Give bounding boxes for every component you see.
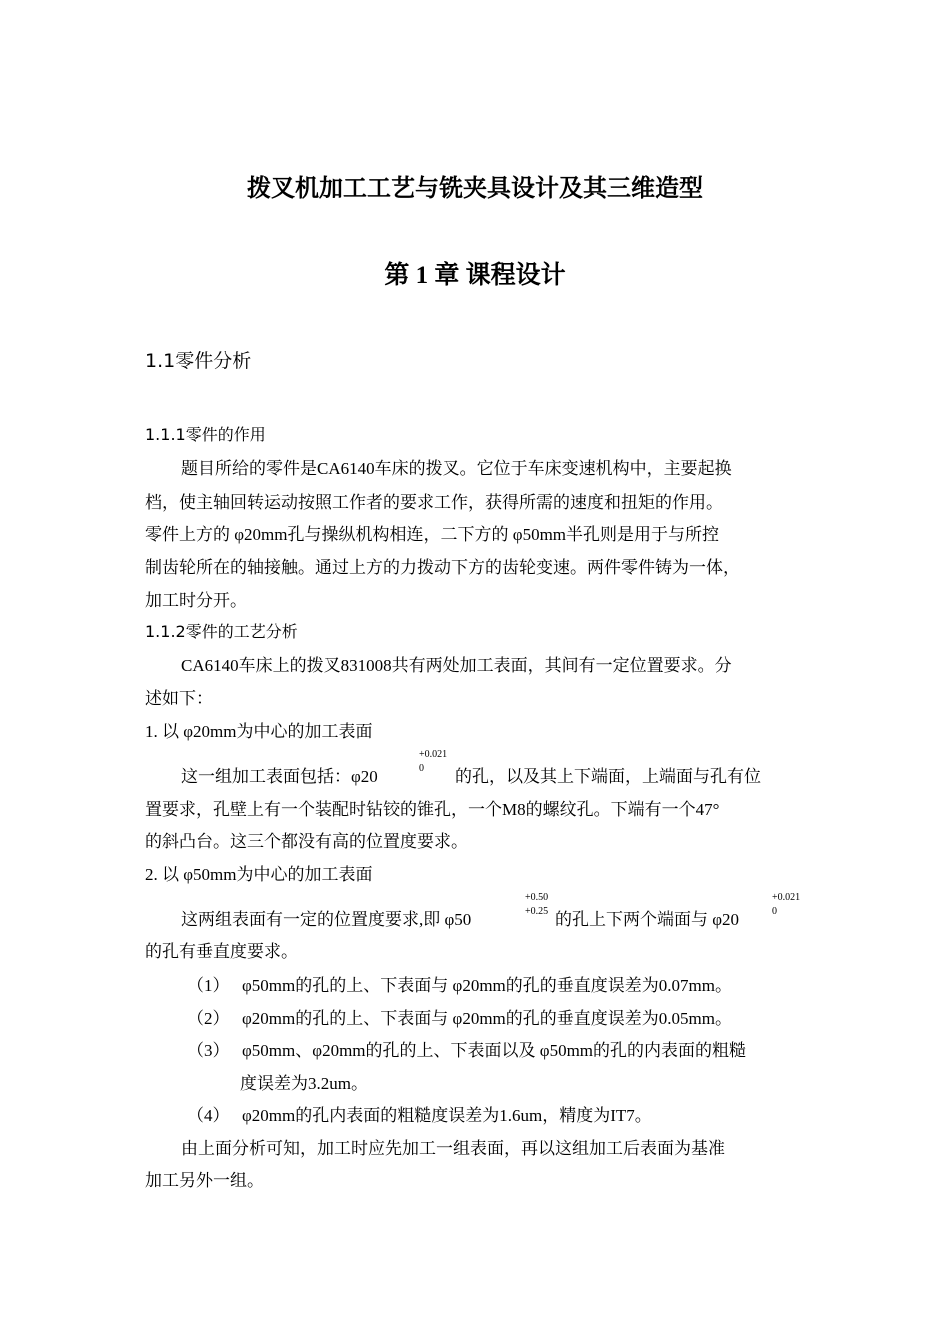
tolerance-lower: 0 — [772, 906, 777, 917]
paragraph-line: 的孔，以及其上下端面，上端面与孔有位 — [455, 767, 761, 786]
tolerance-upper: +0.50 — [525, 892, 549, 903]
chapter-heading: 第 1 章 课程设计 — [384, 262, 566, 289]
tolerance-lower: +0.25 — [525, 906, 549, 917]
paragraph-line: 零件上方的 φ20mm孔与操纵机构相连，二下方的 φ50mm半孔则是用于与所控 — [145, 525, 720, 544]
paragraph-line: 这一组加工表面包括：φ20 — [181, 767, 378, 786]
paragraph-line: 的孔有垂直度要求。 — [145, 942, 298, 961]
paragraph-line: 述如下： — [145, 689, 213, 708]
item-text: φ20mm的孔的上、下表面与 φ20mm的孔的垂直度误差为0.05mm。 — [242, 1009, 732, 1028]
tolerance-lower: 0 — [419, 763, 424, 774]
paragraph-line: 加工时分开。 — [145, 591, 247, 610]
section-heading-1-1: 1.1零件分析 — [145, 350, 252, 372]
section-heading-1-1-1: 1.1.1零件的作用 — [145, 425, 266, 444]
item-number: （2） — [187, 1009, 230, 1028]
list-heading-1: 1. 以 φ20mm为中心的加工表面 — [145, 722, 373, 741]
paragraph-line: CA6140车床上的拨叉831008共有两处加工表面，其间有一定位置要求。分 — [181, 656, 732, 675]
item-text: φ20mm的孔内表面的粗糙度误差为1.6um，精度为IT7。 — [242, 1106, 652, 1125]
paragraph-line: 这两组表面有一定的位置度要求,即 φ50 — [181, 910, 472, 929]
list-heading-2: 2. 以 φ50mm为中心的加工表面 — [145, 865, 373, 884]
paragraph-line: 档，使主轴回转运动按照工作者的要求工作，获得所需的速度和扭矩的作用。 — [145, 493, 723, 512]
section-heading-1-1-2: 1.1.2零件的工艺分析 — [145, 622, 298, 641]
item-number: （1） — [187, 976, 230, 995]
paragraph-line: 由上面分析可知，加工时应先加工一组表面，再以这组加工后表面为基准 — [181, 1139, 725, 1158]
paragraph-line: 的孔上下两个端面与 φ20 — [555, 910, 740, 929]
tolerance-upper: +0.021 — [419, 749, 448, 760]
tolerance-upper: +0.021 — [772, 892, 801, 903]
paragraph-line: 置要求，孔壁上有一个装配时钻铰的锥孔，一个M8的螺纹孔。下端有一个47° — [145, 800, 720, 819]
paragraph-line: 题目所给的零件是CA6140车床的拨叉。它位于车床变速机构中，主要起换 — [181, 459, 732, 478]
item-number: （4） — [187, 1106, 230, 1125]
document-title: 拨叉机加工工艺与铣夹具设计及其三维造型 — [247, 176, 703, 202]
paragraph-line: 的斜凸台。这三个都没有高的位置度要求。 — [145, 832, 468, 851]
item-text-continued: 度误差为3.2um。 — [240, 1074, 368, 1093]
item-text: φ50mm的孔的上、下表面与 φ20mm的孔的垂直度误差为0.07mm。 — [242, 976, 732, 995]
item-text: φ50mm、φ20mm的孔的上、下表面以及 φ50mm的孔的内表面的粗糙 — [242, 1041, 747, 1060]
paragraph-line: 加工另外一组。 — [145, 1171, 264, 1190]
item-number: （3） — [187, 1041, 230, 1060]
paragraph-line: 制齿轮所在的轴接触。通过上方的力拨动下方的齿轮变速。两件零件铸为一体， — [145, 558, 740, 577]
